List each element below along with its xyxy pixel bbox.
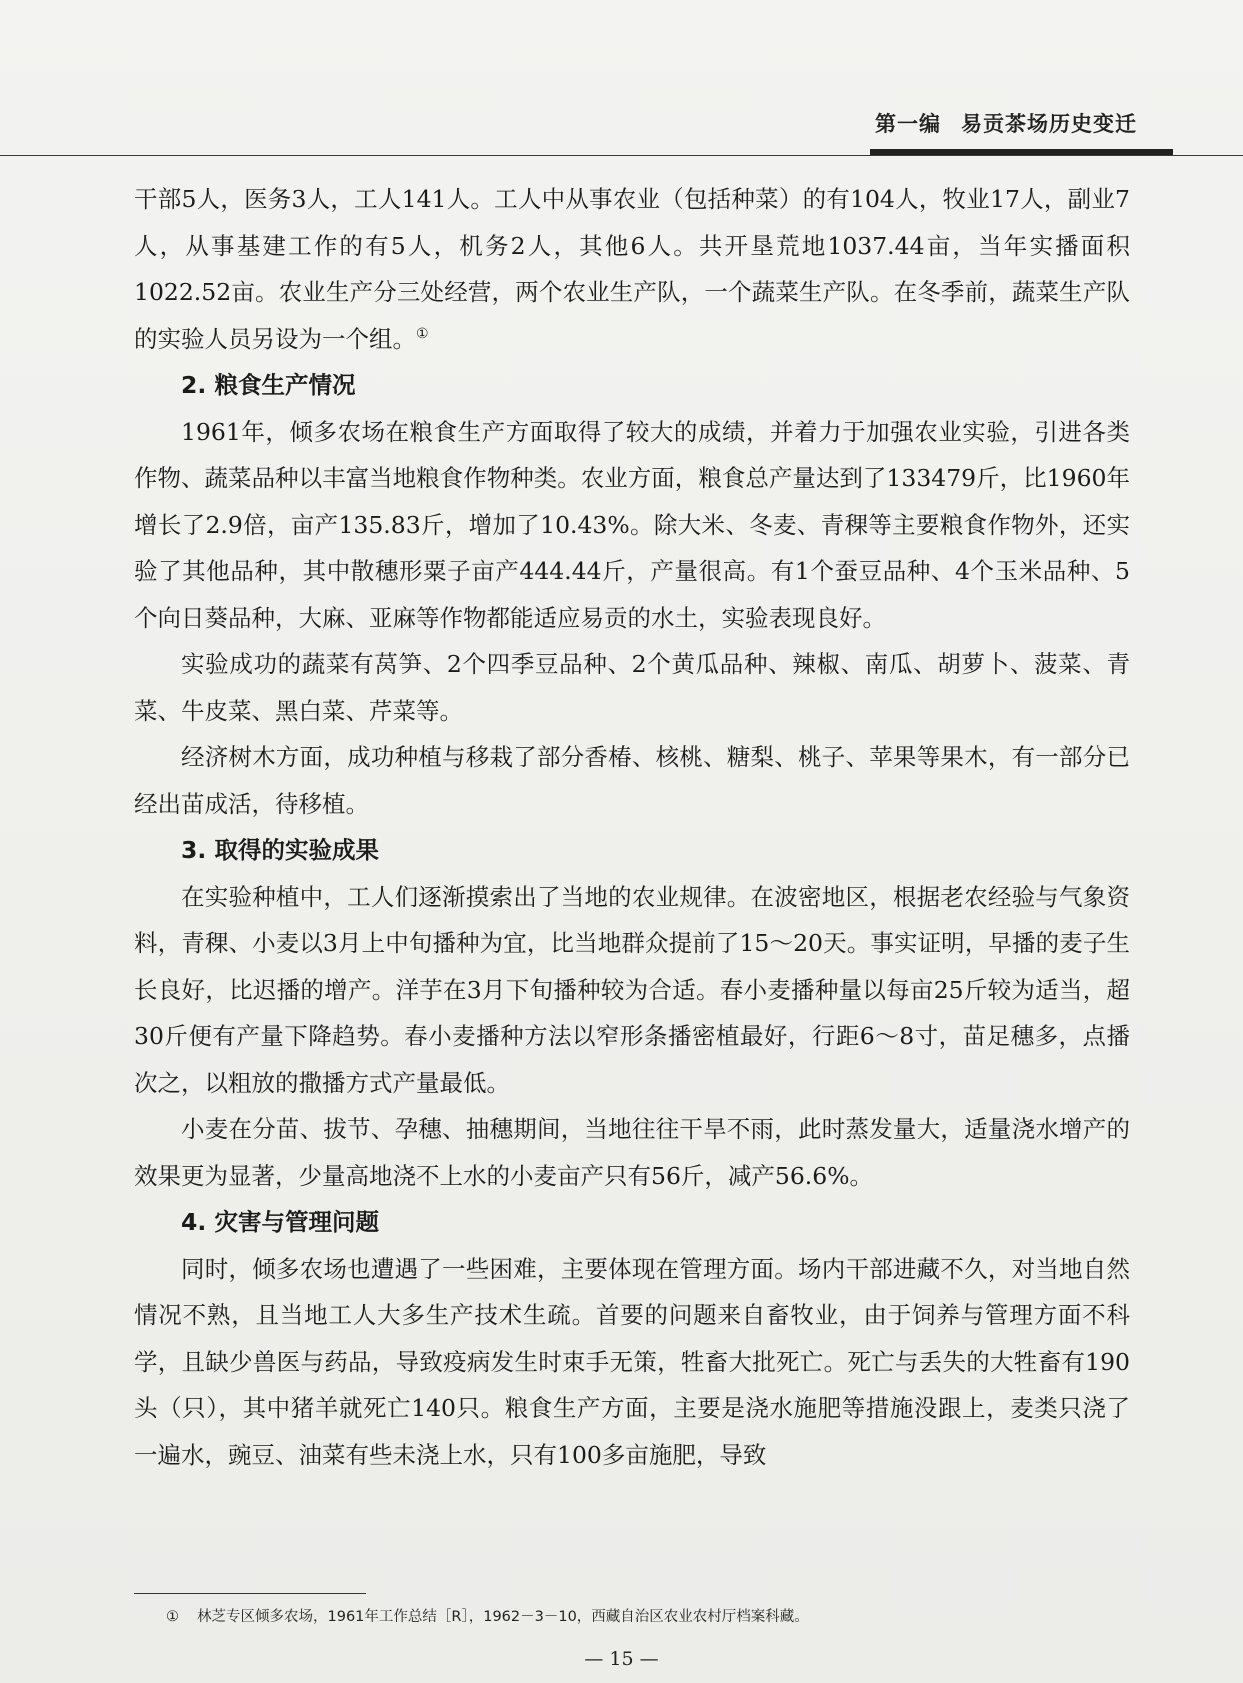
footnote [166, 1606, 1066, 1628]
running-head-title: 易贡茶场历史变迁 [961, 112, 1137, 136]
footnote-ref[interactable]: ① [416, 325, 429, 342]
section-heading-grain: 2. 粮食生产情况 [181, 371, 356, 399]
paragraph-grain-2: 实验成功的蔬菜有莴笋、2个四季豆品种、2个黄瓜品种、辣椒、南瓜、胡萝卜、菠菜、青菜、牛皮菜、黑白菜、芹菜等。 [134, 650, 1130, 725]
header-rule [0, 155, 1243, 156]
paragraph-grain-3: 经济树木方面，成功种植与移栽了部分香椿、核桃、糖梨、桃子、苹果等果木，有一部分已经出苗成活，待移植。 [134, 743, 1130, 818]
footnote-rule [134, 1593, 366, 1594]
page-number: — 15 — [584, 1648, 659, 1670]
body-text [134, 176, 1130, 1478]
footnote-mark: ① [166, 1609, 179, 1625]
running-head-part: 第一编 [875, 112, 941, 136]
paragraph-results-1: 在实验种植中，工人们逐渐摸索出了当地的农业规律。在波密地区，根据老农经验与气象资料，青稞、小麦以3月上中旬播种为宜，比当地群众提前了15～20天。事实证明，早播的麦子生长良好，比迟播的增产。洋芋在3月下旬播种较为合适。春小麦播种量以每亩25斤较为适当，超30斤便有产量下降趋势。春小麦播种方法以窄形条播密植最好，行距6～8寸，苗足穗多，点播次之，以粗放的撒播方式产量最低。 [134, 882, 1130, 1097]
section-heading-results: 3. 取得的实验成果 [181, 836, 379, 864]
paragraph-intro: 干部5人，医务3人，工人141人。工人中从事农业（包括种菜）的有104人，牧业17人，副业7人，从事基建工作的有5人，机务2人，其他6人。共开垦荒地1037.44亩，当年实播面积1022.52亩。农业生产分三处经营，两个农业生产队，一个蔬菜生产队。在冬季前，蔬菜生产队的实验人员另设为一个组。① [134, 185, 1130, 353]
paragraph-grain-1: 1961年，倾多农场在粮食生产方面取得了较大的成绩，并着力于加强农业实验，引进各类作物、蔬菜品种以丰富当地粮食作物种类。农业方面，粮食总产量达到了133479斤，比1960年增长了2.9倍，亩产135.83斤，增加了10.43%。除大米、冬麦、青稞等主要粮食作物外，还实验了其他品种，其中散穗形粟子亩产444.44斤，产量很高。有1个蚕豆品种、4个玉米品种、5个向日葵品种，大麻、亚麻等作物都能适应易贡的水土，实验表现良好。 [134, 417, 1130, 632]
paragraph-problems-1: 同时，倾多农场也遭遇了一些困难，主要体现在管理方面。场内干部进藏不久，对当地自然情况不熟，且当地工人大多生产技术生疏。首要的问题来自畜牧业，由于饲养与管理方面不科学，且缺少兽医与药品，导致疫病发生时束手无策，牲畜大批死亡。死亡与丢失的大牲畜有190头（只），其中猪羊就死亡140只。粮食生产方面，主要是浇水施肥等措施没跟上，麦类只浇了一遍水，豌豆、油菜有些未浇上水，只有100多亩施肥，导致 [134, 1254, 1130, 1469]
running-head [875, 108, 1140, 138]
footnote-text: 林芝专区倾多农场，1961年工作总结［R］，1962－3－10，西藏自治区农业农村厅档案科藏。 [197, 1609, 809, 1625]
paragraph-results-2: 小麦在分苗、拔节、孕穗、抽穗期间，当地往往干旱不雨，此时蒸发量大，适量浇水增产的效果更为显著，少量高地浇不上水的小麦亩产只有56斤，减产56.6%。 [134, 1115, 1130, 1190]
section-heading-problems: 4. 灾害与管理问题 [181, 1208, 379, 1236]
